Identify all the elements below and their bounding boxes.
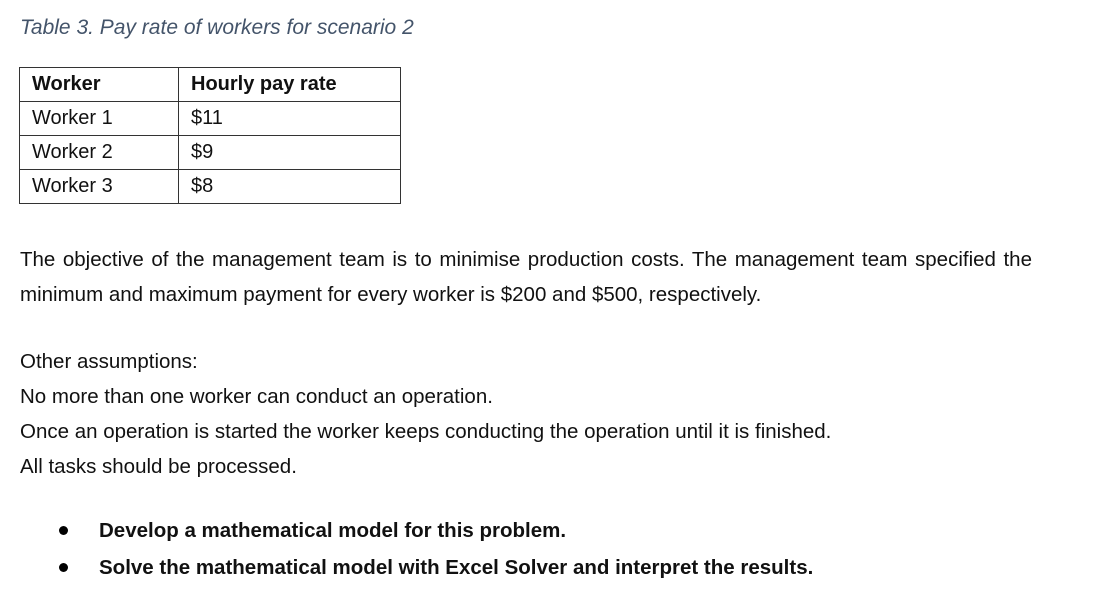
assumptions-heading: Other assumptions: bbox=[20, 350, 198, 373]
table-row bbox=[20, 170, 401, 204]
pay-rate-cell: $11 bbox=[179, 102, 401, 136]
assumption-item: No more than one worker can conduct an operation. bbox=[20, 385, 493, 408]
bullet-icon bbox=[59, 526, 68, 535]
assumption-item: Once an operation is started the worker keeps conducting the operation until it is finished. bbox=[20, 420, 832, 443]
worker-name-cell: Worker 2 bbox=[20, 136, 179, 170]
pay-rate-table bbox=[19, 67, 401, 204]
task-item bbox=[0, 549, 813, 586]
task-list bbox=[0, 512, 813, 586]
task-item bbox=[0, 512, 813, 549]
table-row bbox=[20, 136, 401, 170]
task-text: Develop a mathematical model for this problem. bbox=[99, 519, 567, 542]
worker-name-cell: Worker 3 bbox=[20, 170, 179, 204]
header-worker: Worker bbox=[20, 68, 179, 102]
worker-name-cell: Worker 1 bbox=[20, 102, 179, 136]
pay-rate-cell: $8 bbox=[179, 170, 401, 204]
table-caption: Table 3. Pay rate of workers for scenario 2 bbox=[20, 16, 414, 39]
assumptions-section bbox=[20, 344, 831, 484]
table-header-row bbox=[20, 68, 401, 102]
objective-paragraph: The objective of the management team is to minimise production costs. The management team specified the minimum and maximum payment for every worker is $200 and $500, respectively. bbox=[20, 248, 1032, 306]
assumption-item: All tasks should be processed. bbox=[20, 455, 297, 478]
header-hourly-pay-rate: Hourly pay rate bbox=[179, 68, 401, 102]
bullet-icon bbox=[59, 563, 68, 572]
task-text: Solve the mathematical model with Excel Solver and interpret the results. bbox=[99, 556, 814, 579]
table-row bbox=[20, 102, 401, 136]
pay-rate-cell: $9 bbox=[179, 136, 401, 170]
